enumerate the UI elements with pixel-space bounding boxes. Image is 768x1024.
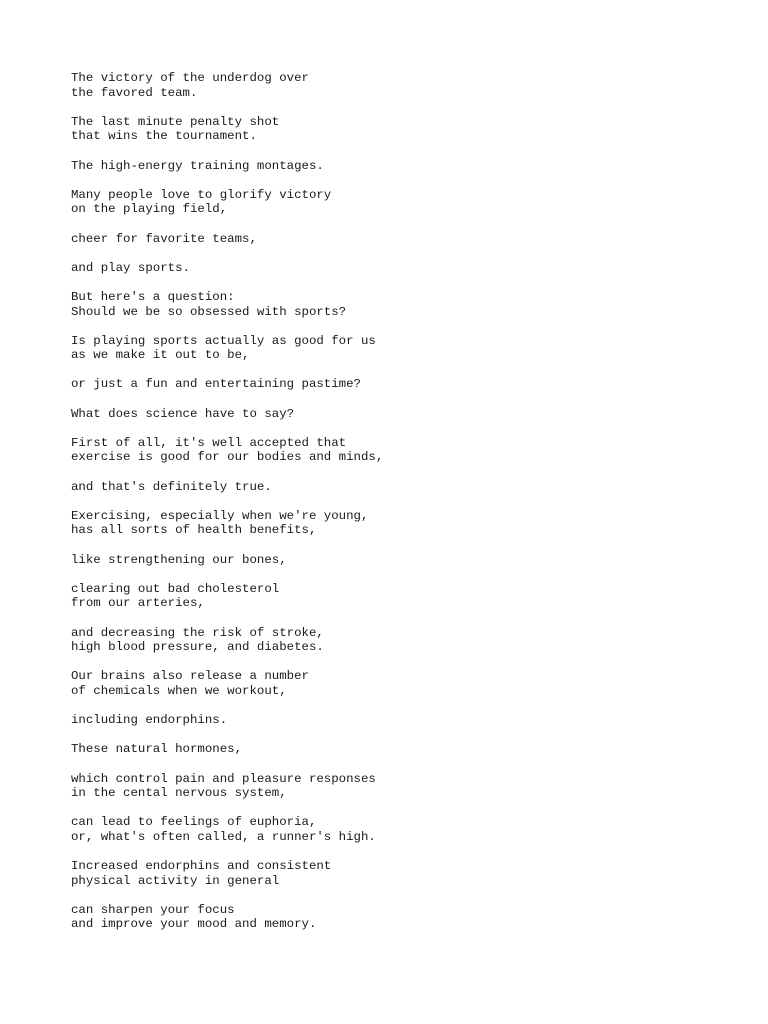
text-line: Increased endorphins and consistent <box>71 859 332 874</box>
text-line: The victory of the underdog over <box>71 71 309 85</box>
text-line: that wins the tournament. <box>71 129 257 144</box>
text-line: like strengthening our bones, <box>71 552 287 567</box>
text-line: Exercising, especially when we're young, <box>71 508 369 523</box>
text-line: The last minute penalty shot <box>71 114 280 129</box>
paragraph <box>71 115 731 144</box>
text-line: or, what's often called, a runner's high. <box>71 829 376 844</box>
text-line: which control pain and pleasure responses <box>71 771 376 786</box>
paragraph <box>71 480 731 495</box>
paragraph <box>71 742 731 757</box>
paragraph <box>71 377 731 392</box>
text-line: on the playing field, <box>71 202 228 217</box>
text-line: What does science have to say? <box>71 406 295 421</box>
text-line: But here's a question: <box>71 289 235 304</box>
text-line: clearing out bad cholesterol <box>71 581 280 596</box>
paragraph <box>71 553 731 568</box>
text-line: and that's definitely true. <box>71 479 272 494</box>
text-line: and improve your mood and memory. <box>71 917 317 932</box>
paragraph <box>71 290 731 319</box>
text-line: can sharpen your focus <box>71 902 235 917</box>
text-line: can lead to feelings of euphoria, <box>71 815 317 830</box>
paragraph <box>71 626 731 655</box>
text-line: Many people love to glorify victory <box>71 187 332 202</box>
text-line: has all sorts of health benefits, <box>71 523 317 538</box>
text-line: the favored team. <box>71 85 198 100</box>
paragraph <box>71 713 731 728</box>
text-line: The high-energy training montages. <box>71 158 324 173</box>
text-line: including endorphins. <box>71 713 228 728</box>
text-line: and play sports. <box>71 260 190 275</box>
text-line: physical activity in general <box>71 873 280 888</box>
paragraph <box>71 509 731 538</box>
paragraph <box>71 859 731 888</box>
text-line: high blood pressure, and diabetes. <box>71 640 324 655</box>
text-line: Is playing sports actually as good for us <box>71 333 376 348</box>
paragraph <box>71 334 731 363</box>
paragraph <box>71 772 731 801</box>
paragraph <box>71 903 731 932</box>
paragraph <box>71 188 731 217</box>
text-line: as we make it out to be, <box>71 348 250 363</box>
paragraph <box>71 407 731 422</box>
text-line: in the cental nervous system, <box>71 786 287 801</box>
paragraph <box>71 815 731 844</box>
paragraph <box>71 261 731 276</box>
text-line: Should we be so obsessed with sports? <box>71 304 347 319</box>
text-line: cheer for favorite teams, <box>71 231 257 246</box>
text-line: or just a fun and entertaining pastime? <box>71 377 361 392</box>
text-line: of chemicals when we workout, <box>71 683 287 698</box>
paragraph <box>71 232 731 247</box>
paragraph <box>71 436 731 465</box>
paragraph <box>71 71 731 100</box>
text-line: Our brains also release a number <box>71 669 309 684</box>
text-line: and decreasing the risk of stroke, <box>71 625 324 640</box>
text-line: from our arteries, <box>71 596 205 611</box>
paragraph <box>71 159 731 174</box>
text-line: exercise is good for our bodies and minds, <box>71 450 384 465</box>
paragraph <box>71 669 731 698</box>
text-line: First of all, it's well accepted that <box>71 435 347 450</box>
paragraph <box>71 582 731 611</box>
text-line: These natural hormones, <box>71 742 243 757</box>
document-page <box>71 71 731 947</box>
